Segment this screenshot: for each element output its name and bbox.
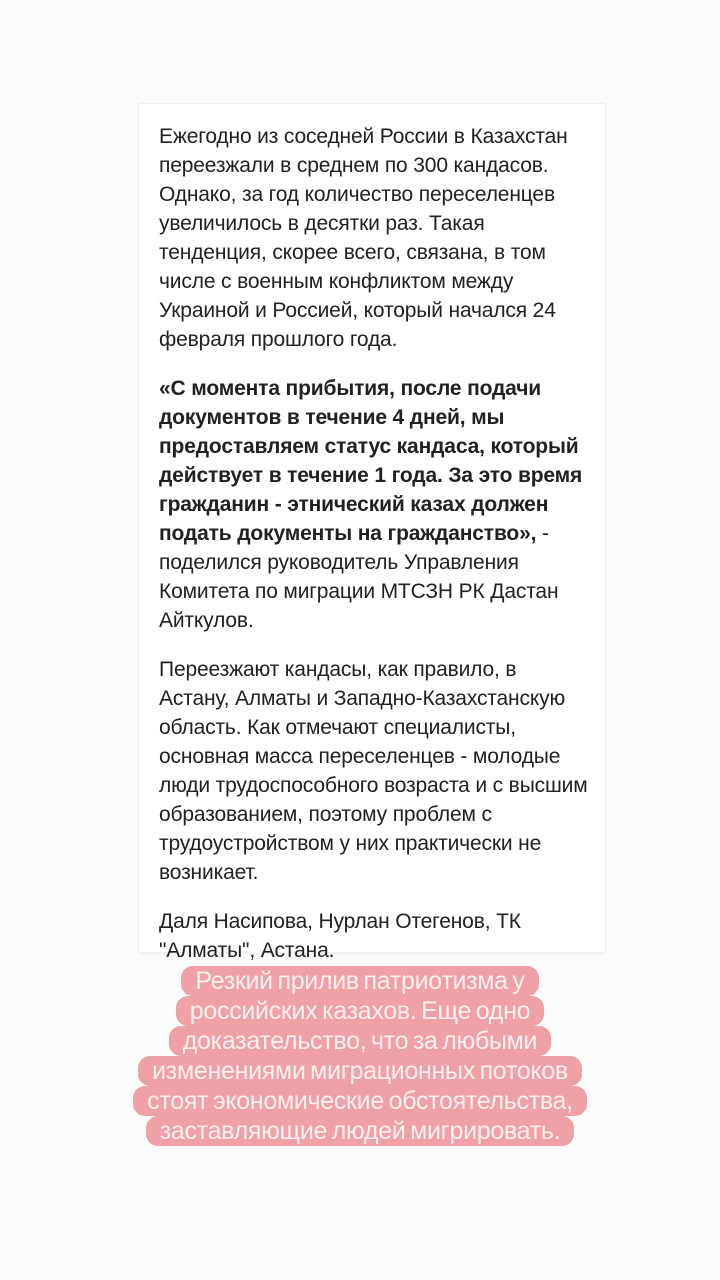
article-card: [138, 103, 606, 962]
article-paragraph-byline: Даля Насипова, Нурлан Отегенов, ТК "Алматы", Астана.: [159, 910, 521, 962]
caption-line: [0, 966, 720, 996]
caption-pill: доказательство, что за любыми: [169, 1026, 551, 1056]
article-quote-bold-text: «С момента прибытия, после подачи документов в течение 4 дней, мы предоставляем статус кандаса, который действует в течение 1 года. За это время гражданин - этнический казах должен подать документы на гражданство»,: [159, 377, 583, 545]
caption-pill: российских казахов. Еще одно: [176, 996, 544, 1026]
story-caption: [0, 966, 720, 1146]
article-paragraph-quote: [159, 374, 589, 635]
caption-pill: заставляющие людей мигрировать.: [146, 1116, 575, 1146]
caption-pill: стоят экономические обстоятельства,: [133, 1086, 587, 1116]
caption-line: [0, 1026, 720, 1056]
caption-line: [0, 1086, 720, 1116]
caption-pill: Резкий прилив патриотизма у: [181, 966, 538, 996]
caption-line: [0, 1116, 720, 1146]
article-paragraph-intro: Ежегодно из соседней России в Казахстан переезжали в среднем по 300 кандасов. Однако, за год количество переселенцев увеличилось в десятки раз. Такая тенденция, скорее всего, связана, в том числе с военным конфликтом между Украиной и Россией, который начался 24 февраля прошлого года.: [159, 125, 568, 351]
caption-pill: изменениями миграционных потоков: [138, 1056, 582, 1086]
article-paragraph-details: Переезжают кандасы, как правило, в Астану, Алматы и Западно-Казахстанскую область. Как отмечают специалисты, основная масса переселенцев - молодые люди трудоспособного возраста и с высшим образованием, поэтому проблем с трудоустройством у них практически не возникает.: [159, 658, 588, 884]
caption-line: [0, 996, 720, 1026]
article-quote-attribution: - поделился руководитель Управления Комитета по миграции МТСЗН РК Дастан Айткулов.: [159, 522, 559, 632]
caption-line: [0, 1056, 720, 1086]
